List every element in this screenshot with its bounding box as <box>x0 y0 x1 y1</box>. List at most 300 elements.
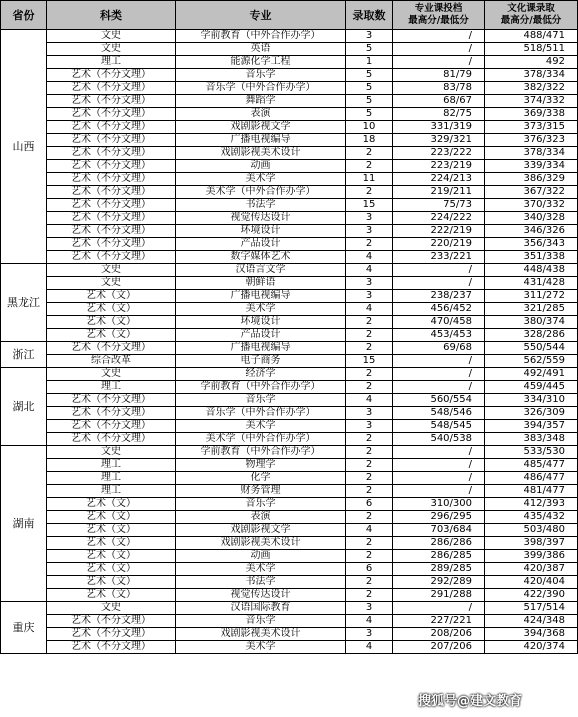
cultural-score-cell: 488/471 <box>485 30 578 43</box>
cultural-score-cell: 485/477 <box>485 459 578 472</box>
category-cell: 艺术（不分文理） <box>47 628 176 641</box>
admitted-cell: 2 <box>346 589 393 602</box>
professional-score-cell: 286/286 <box>393 537 485 550</box>
table-row <box>1 108 578 121</box>
category-cell: 艺术（不分文理） <box>47 420 176 433</box>
watermark-text: 搜狐号@建文教育 <box>418 694 523 709</box>
table-row <box>1 459 578 472</box>
admitted-cell: 3 <box>346 290 393 303</box>
admitted-cell: 2 <box>346 433 393 446</box>
professional-score-cell: / <box>393 368 485 381</box>
admitted-cell: 1 <box>346 56 393 69</box>
cultural-score-cell: 562/559 <box>485 355 578 368</box>
category-cell: 艺术（不分文理） <box>47 238 176 251</box>
professional-score-cell: 548/545 <box>393 420 485 433</box>
major-cell: 学前教育（中外合作办学） <box>176 446 346 459</box>
major-cell: 动画 <box>176 550 346 563</box>
major-cell: 能源化学工程 <box>176 56 346 69</box>
category-cell: 艺术（不分文理） <box>47 160 176 173</box>
admitted-cell: 2 <box>346 459 393 472</box>
category-cell: 艺术（不分文理） <box>47 225 176 238</box>
major-cell: 音乐学 <box>176 69 346 82</box>
table-row <box>1 615 578 628</box>
category-cell: 艺术（文） <box>47 316 176 329</box>
cultural-score-cell: 367/322 <box>485 186 578 199</box>
table-row <box>1 355 578 368</box>
category-cell: 文史 <box>47 43 176 56</box>
cultural-score-cell: 383/348 <box>485 433 578 446</box>
table-header <box>1 1 578 30</box>
table-row <box>1 134 578 147</box>
category-cell: 艺术（不分文理） <box>47 212 176 225</box>
professional-score-cell: 68/67 <box>393 95 485 108</box>
professional-score-cell: 233/221 <box>393 251 485 264</box>
table-row <box>1 433 578 446</box>
table-row <box>1 485 578 498</box>
header-major: 专业 <box>176 1 346 30</box>
major-cell: 汉语言文学 <box>176 264 346 277</box>
professional-score-cell: 83/78 <box>393 82 485 95</box>
professional-score-cell: 222/219 <box>393 225 485 238</box>
cultural-score-cell: 334/310 <box>485 394 578 407</box>
table-row <box>1 641 578 654</box>
table-row <box>1 30 578 43</box>
admitted-cell: 4 <box>346 641 393 654</box>
table-row <box>1 394 578 407</box>
major-cell: 音乐学 <box>176 498 346 511</box>
major-cell: 书法学 <box>176 576 346 589</box>
professional-score-cell: 329/321 <box>393 134 485 147</box>
professional-score-cell: 331/319 <box>393 121 485 134</box>
admitted-cell: 2 <box>346 238 393 251</box>
admitted-cell: 4 <box>346 251 393 264</box>
professional-score-cell: / <box>393 472 485 485</box>
cultural-score-cell: 550/544 <box>485 342 578 355</box>
category-cell: 文史 <box>47 277 176 290</box>
professional-score-cell: / <box>393 30 485 43</box>
major-cell: 环境设计 <box>176 316 346 329</box>
category-cell: 文史 <box>47 602 176 615</box>
category-cell: 艺术（文） <box>47 511 176 524</box>
admitted-cell: 5 <box>346 43 393 56</box>
admitted-cell: 5 <box>346 69 393 82</box>
professional-score-cell: 289/285 <box>393 563 485 576</box>
table-body <box>1 30 578 654</box>
major-cell: 美术学 <box>176 563 346 576</box>
category-cell: 理工 <box>47 56 176 69</box>
cultural-score-cell: 481/477 <box>485 485 578 498</box>
category-cell: 艺术（不分文理） <box>47 134 176 147</box>
category-cell: 艺术（文） <box>47 329 176 342</box>
category-cell: 综合改革 <box>47 355 176 368</box>
admitted-cell: 2 <box>346 160 393 173</box>
table-row <box>1 43 578 56</box>
professional-score-cell: 219/211 <box>393 186 485 199</box>
table-row <box>1 56 578 69</box>
major-cell: 表演 <box>176 511 346 524</box>
province-cell: 湖北 <box>1 368 47 446</box>
major-cell: 物理学 <box>176 459 346 472</box>
major-cell: 视觉传达设计 <box>176 589 346 602</box>
admitted-cell: 2 <box>346 550 393 563</box>
admitted-cell: 3 <box>346 420 393 433</box>
major-cell: 电子商务 <box>176 355 346 368</box>
professional-score-cell: / <box>393 446 485 459</box>
professional-score-cell: 82/75 <box>393 108 485 121</box>
professional-score-cell: / <box>393 459 485 472</box>
header-province: 省份 <box>1 1 47 30</box>
major-cell: 化学 <box>176 472 346 485</box>
admitted-cell: 10 <box>346 121 393 134</box>
cultural-score-cell: 376/323 <box>485 134 578 147</box>
cultural-score-cell: 346/326 <box>485 225 578 238</box>
cultural-score-cell: 412/393 <box>485 498 578 511</box>
major-cell: 动画 <box>176 160 346 173</box>
admitted-cell: 4 <box>346 524 393 537</box>
category-cell: 艺术（文） <box>47 498 176 511</box>
cultural-score-cell: 356/343 <box>485 238 578 251</box>
admitted-cell: 4 <box>346 264 393 277</box>
cultural-score-cell: 394/368 <box>485 628 578 641</box>
cultural-score-cell: 420/374 <box>485 641 578 654</box>
major-cell: 美术学 <box>176 641 346 654</box>
category-cell: 艺术（文） <box>47 524 176 537</box>
admitted-cell: 2 <box>346 368 393 381</box>
category-cell: 艺术（不分文理） <box>47 615 176 628</box>
admitted-cell: 15 <box>346 355 393 368</box>
major-cell: 戏剧影视美术设计 <box>176 628 346 641</box>
professional-score-cell: 224/222 <box>393 212 485 225</box>
category-cell: 艺术（不分文理） <box>47 641 176 654</box>
major-cell: 朝鲜语 <box>176 277 346 290</box>
cultural-score-cell: 459/445 <box>485 381 578 394</box>
major-cell: 表演 <box>176 108 346 121</box>
professional-score-cell: / <box>393 264 485 277</box>
category-cell: 文史 <box>47 368 176 381</box>
table-row <box>1 524 578 537</box>
cultural-score-cell: 435/432 <box>485 511 578 524</box>
major-cell: 学前教育（中外合作办学） <box>176 381 346 394</box>
table-row <box>1 446 578 459</box>
province-cell: 重庆 <box>1 602 47 654</box>
major-cell: 音乐学 <box>176 615 346 628</box>
category-cell: 艺术（不分文理） <box>47 173 176 186</box>
major-cell: 音乐学（中外合作办学） <box>176 407 346 420</box>
header-cultural-line2: 最高分/最低分 <box>500 15 562 26</box>
header-professional-score <box>393 1 485 30</box>
admitted-cell: 5 <box>346 108 393 121</box>
admitted-cell: 2 <box>346 316 393 329</box>
major-cell: 美术学 <box>176 303 346 316</box>
table-row <box>1 381 578 394</box>
professional-score-cell: 292/289 <box>393 576 485 589</box>
major-cell: 音乐学（中外合作办学） <box>176 82 346 95</box>
admitted-cell: 4 <box>346 615 393 628</box>
cultural-score-cell: 431/428 <box>485 277 578 290</box>
cultural-score-cell: 386/329 <box>485 173 578 186</box>
cultural-score-cell: 517/514 <box>485 602 578 615</box>
admitted-cell: 3 <box>346 407 393 420</box>
cultural-score-cell: 326/309 <box>485 407 578 420</box>
table-row <box>1 186 578 199</box>
cultural-score-cell: 503/480 <box>485 524 578 537</box>
cultural-score-cell: 373/315 <box>485 121 578 134</box>
category-cell: 艺术（不分文理） <box>47 69 176 82</box>
professional-score-cell: 223/222 <box>393 147 485 160</box>
professional-score-cell: 453/453 <box>393 329 485 342</box>
professional-score-cell: 208/206 <box>393 628 485 641</box>
category-cell: 理工 <box>47 459 176 472</box>
table-row <box>1 160 578 173</box>
professional-score-cell: 224/213 <box>393 173 485 186</box>
major-cell: 汉语国际教育 <box>176 602 346 615</box>
admitted-cell: 2 <box>346 576 393 589</box>
province-cell: 浙江 <box>1 342 47 368</box>
admitted-cell: 3 <box>346 628 393 641</box>
professional-score-cell: 223/219 <box>393 160 485 173</box>
professional-score-cell: / <box>393 602 485 615</box>
category-cell: 艺术（文） <box>47 537 176 550</box>
cultural-score-cell: 492/491 <box>485 368 578 381</box>
major-cell: 美术学（中外合作办学） <box>176 186 346 199</box>
header-cultural-score <box>485 1 578 30</box>
admitted-cell: 15 <box>346 199 393 212</box>
header-professional-line1: 专业课投档 <box>414 3 463 14</box>
table-row <box>1 121 578 134</box>
table-row <box>1 342 578 355</box>
major-cell: 产品设计 <box>176 238 346 251</box>
admitted-cell: 5 <box>346 95 393 108</box>
category-cell: 艺术（不分文理） <box>47 121 176 134</box>
professional-score-cell: 456/452 <box>393 303 485 316</box>
cultural-score-cell: 399/386 <box>485 550 578 563</box>
professional-score-cell: 291/288 <box>393 589 485 602</box>
category-cell: 文史 <box>47 30 176 43</box>
professional-score-cell: 69/68 <box>393 342 485 355</box>
category-cell: 艺术（文） <box>47 550 176 563</box>
professional-score-cell: 227/221 <box>393 615 485 628</box>
professional-score-cell: / <box>393 56 485 69</box>
admitted-cell: 2 <box>346 381 393 394</box>
admitted-cell: 2 <box>346 446 393 459</box>
major-cell: 舞蹈学 <box>176 95 346 108</box>
category-cell: 艺术（文） <box>47 563 176 576</box>
major-cell: 音乐学 <box>176 394 346 407</box>
cultural-score-cell: 321/285 <box>485 303 578 316</box>
admitted-cell: 18 <box>346 134 393 147</box>
admitted-cell: 2 <box>346 511 393 524</box>
category-cell: 艺术（文） <box>47 589 176 602</box>
cultural-score-cell: 492 <box>485 56 578 69</box>
province-cell: 湖南 <box>1 446 47 602</box>
province-cell: 黑龙江 <box>1 264 47 342</box>
header-category: 科类 <box>47 1 176 30</box>
major-cell: 学前教育（中外合作办学） <box>176 30 346 43</box>
major-cell: 产品设计 <box>176 329 346 342</box>
table-row <box>1 277 578 290</box>
major-cell: 美术学 <box>176 420 346 433</box>
admitted-cell: 4 <box>346 394 393 407</box>
major-cell: 戏剧影视文学 <box>176 524 346 537</box>
table-row <box>1 563 578 576</box>
table-row <box>1 368 578 381</box>
major-cell: 英语 <box>176 43 346 56</box>
table-row <box>1 589 578 602</box>
category-cell: 艺术（文） <box>47 576 176 589</box>
cultural-score-cell: 370/332 <box>485 199 578 212</box>
admitted-cell: 2 <box>346 472 393 485</box>
category-cell: 艺术（不分文理） <box>47 108 176 121</box>
admitted-cell: 6 <box>346 498 393 511</box>
province-cell: 山西 <box>1 30 47 264</box>
admitted-cell: 4 <box>346 303 393 316</box>
cultural-score-cell: 374/332 <box>485 95 578 108</box>
cultural-score-cell: 533/530 <box>485 446 578 459</box>
table-row <box>1 69 578 82</box>
category-cell: 艺术（不分文理） <box>47 186 176 199</box>
professional-score-cell: 296/295 <box>393 511 485 524</box>
category-cell: 艺术（文） <box>47 290 176 303</box>
professional-score-cell: 286/285 <box>393 550 485 563</box>
cultural-score-cell: 486/477 <box>485 472 578 485</box>
table-row <box>1 95 578 108</box>
table-row <box>1 407 578 420</box>
table-row <box>1 420 578 433</box>
admitted-cell: 2 <box>346 147 393 160</box>
admitted-cell: 2 <box>346 537 393 550</box>
admitted-cell: 6 <box>346 563 393 576</box>
major-cell: 视觉传达设计 <box>176 212 346 225</box>
admitted-cell: 11 <box>346 173 393 186</box>
professional-score-cell: 310/300 <box>393 498 485 511</box>
major-cell: 环境设计 <box>176 225 346 238</box>
cultural-score-cell: 382/322 <box>485 82 578 95</box>
admitted-cell: 2 <box>346 329 393 342</box>
professional-score-cell: 207/206 <box>393 641 485 654</box>
professional-score-cell: 548/546 <box>393 407 485 420</box>
professional-score-cell: 81/79 <box>393 69 485 82</box>
cultural-score-cell: 339/334 <box>485 160 578 173</box>
category-cell: 理工 <box>47 472 176 485</box>
cultural-score-cell: 420/404 <box>485 576 578 589</box>
table-row <box>1 628 578 641</box>
table-row <box>1 550 578 563</box>
cultural-score-cell: 394/357 <box>485 420 578 433</box>
major-cell: 数字媒体艺术 <box>176 251 346 264</box>
table-row <box>1 264 578 277</box>
major-cell: 财务管理 <box>176 485 346 498</box>
cultural-score-cell: 448/438 <box>485 264 578 277</box>
category-cell: 艺术（不分文理） <box>47 251 176 264</box>
cultural-score-cell: 518/511 <box>485 43 578 56</box>
cultural-score-cell: 311/272 <box>485 290 578 303</box>
major-cell: 戏剧影视文学 <box>176 121 346 134</box>
category-cell: 艺术（不分文理） <box>47 394 176 407</box>
cultural-score-cell: 422/390 <box>485 589 578 602</box>
table-row <box>1 199 578 212</box>
admitted-cell: 5 <box>346 82 393 95</box>
table-row <box>1 147 578 160</box>
category-cell: 艺术（不分文理） <box>47 407 176 420</box>
table-row <box>1 498 578 511</box>
table-row <box>1 576 578 589</box>
table-row <box>1 329 578 342</box>
cultural-score-cell: 378/334 <box>485 147 578 160</box>
professional-score-cell: 220/219 <box>393 238 485 251</box>
table-row <box>1 173 578 186</box>
table-row <box>1 238 578 251</box>
header-professional-line2: 最高分/最低分 <box>408 15 469 26</box>
cultural-score-cell: 398/397 <box>485 537 578 550</box>
admitted-cell: 3 <box>346 212 393 225</box>
professional-score-cell: 470/458 <box>393 316 485 329</box>
category-cell: 艺术（文） <box>47 303 176 316</box>
table-row <box>1 511 578 524</box>
table-row <box>1 251 578 264</box>
category-cell: 艺术（不分文理） <box>47 433 176 446</box>
professional-score-cell: 75/73 <box>393 199 485 212</box>
admitted-cell: 3 <box>346 602 393 615</box>
table-row <box>1 472 578 485</box>
category-cell: 文史 <box>47 264 176 277</box>
header-cultural-line1: 文化课录取 <box>507 3 555 14</box>
header-admitted: 录取数 <box>346 1 393 30</box>
cultural-score-cell: 424/348 <box>485 615 578 628</box>
category-cell: 艺术（不分文理） <box>47 82 176 95</box>
admitted-cell: 3 <box>346 277 393 290</box>
major-cell: 书法学 <box>176 199 346 212</box>
category-cell: 艺术（不分文理） <box>47 199 176 212</box>
cultural-score-cell: 340/328 <box>485 212 578 225</box>
table-row <box>1 82 578 95</box>
professional-score-cell: / <box>393 485 485 498</box>
category-cell: 艺术（不分文理） <box>47 342 176 355</box>
major-cell: 美术学（中外合作办学） <box>176 433 346 446</box>
admitted-cell: 2 <box>346 485 393 498</box>
professional-score-cell: 540/538 <box>393 433 485 446</box>
admitted-cell: 3 <box>346 30 393 43</box>
professional-score-cell: / <box>393 277 485 290</box>
professional-score-cell: 560/554 <box>393 394 485 407</box>
category-cell: 艺术（不分文理） <box>47 147 176 160</box>
professional-score-cell: / <box>393 381 485 394</box>
professional-score-cell: / <box>393 355 485 368</box>
professional-score-cell: 238/237 <box>393 290 485 303</box>
major-cell: 美术学 <box>176 173 346 186</box>
professional-score-cell: / <box>393 43 485 56</box>
cultural-score-cell: 378/334 <box>485 69 578 82</box>
admitted-cell: 2 <box>346 342 393 355</box>
professional-score-cell: 703/684 <box>393 524 485 537</box>
category-cell: 理工 <box>47 485 176 498</box>
table-row <box>1 225 578 238</box>
table-row <box>1 290 578 303</box>
cultural-score-cell: 351/338 <box>485 251 578 264</box>
major-cell: 戏剧影视美术设计 <box>176 537 346 550</box>
cultural-score-cell: 328/286 <box>485 329 578 342</box>
table-row <box>1 602 578 615</box>
table-row <box>1 537 578 550</box>
admitted-cell: 3 <box>346 225 393 238</box>
cultural-score-cell: 369/338 <box>485 108 578 121</box>
major-cell: 广播电视编导 <box>176 290 346 303</box>
admitted-cell: 2 <box>346 186 393 199</box>
cultural-score-cell: 420/387 <box>485 563 578 576</box>
major-cell: 戏剧影视美术设计 <box>176 147 346 160</box>
table-row <box>1 303 578 316</box>
table-row <box>1 316 578 329</box>
major-cell: 经济学 <box>176 368 346 381</box>
